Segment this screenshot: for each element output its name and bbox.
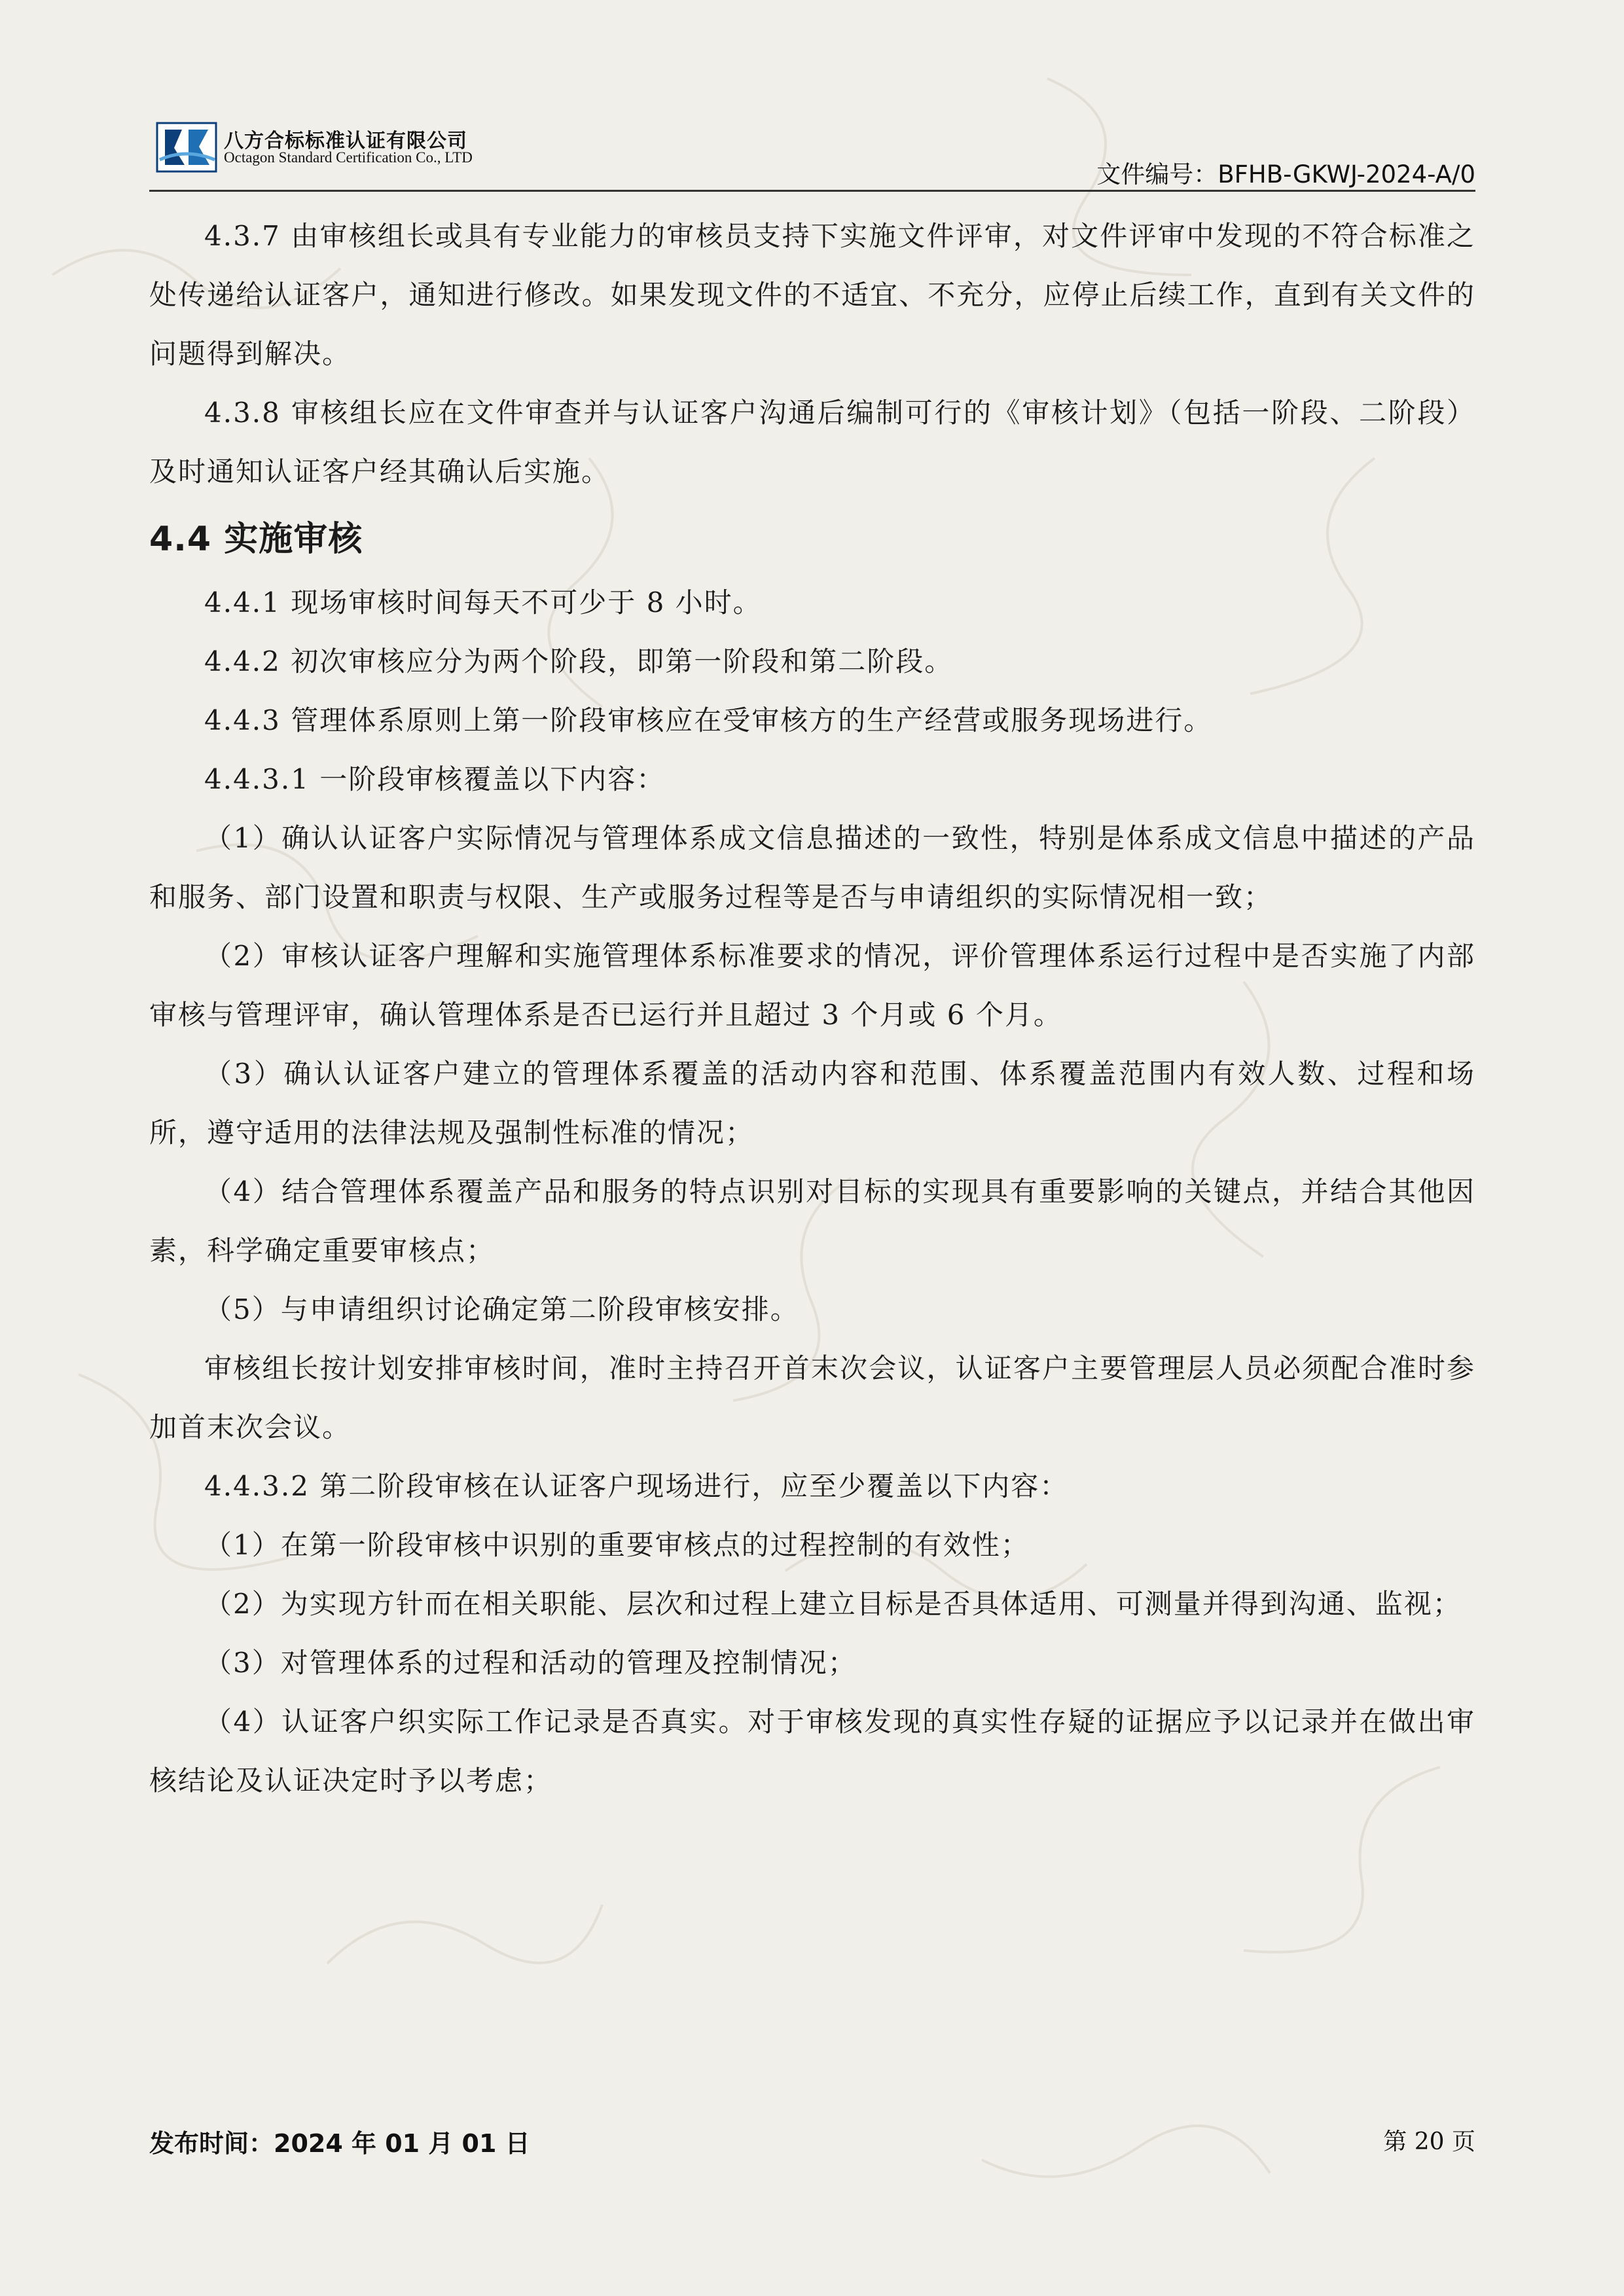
- logo-mark-icon: [156, 119, 217, 174]
- stage1-item-2: （2）审核认证客户理解和实施管理体系标准要求的情况，评价管理体系运行过程中是否实施了内部审核与管理评审，确认管理体系是否已运行并且超过 3 个月或 6 个月。: [149, 940, 1475, 1031]
- stage2-item-3: （3）对管理体系的过程和活动的管理及控制情况；: [204, 1647, 857, 1679]
- stage1-item-1: （1）确认认证客户实际情况与管理体系成文信息描述的一致性，特别是体系成文信息中描述的产品和服务、部门设置和职责与权限、生产或服务过程等是否与申请组织的实际情况相一致；: [149, 822, 1475, 913]
- paragraph-team-leader: 审核组长按计划安排审核时间，准时主持召开首末次会议，认证客户主要管理层人员必须配合准时参加首末次会议。: [149, 1352, 1475, 1443]
- section-heading-4-4: 4.4 实施审核: [149, 520, 363, 559]
- stage1-item-3: （3）确认认证客户建立的管理体系覆盖的活动内容和范围、体系覆盖范围内有效人数、过程和场所，遵守适用的法律法规及强制性标准的情况；: [149, 1058, 1475, 1149]
- document-body: [149, 207, 1475, 1810]
- stage1-item-4: （4）结合管理体系覆盖产品和服务的特点识别对目标的实现具有重要影响的关键点，并结合其他因素，科学确定重要审核点；: [149, 1175, 1475, 1266]
- paragraph-4-4-3: 4.4.3 管理体系原则上第一阶段审核应在受审核方的生产经营或服务现场进行。: [204, 704, 1213, 736]
- paragraph-4-4-3-2: 4.4.3.2 第二阶段审核在认证客户现场进行，应至少覆盖以下内容：: [204, 1470, 1069, 1502]
- stage2-item-4: （4）认证客户织实际工作记录是否真实。对于审核发现的真实性存疑的证据应予以记录并在做出审核结论及认证决定时予以考虑；: [149, 1706, 1475, 1797]
- paragraph-4-3-7: 4.3.7 由审核组长或具有专业能力的审核员支持下实施文件评审，对文件评审中发现的不符合标准之处传递给认证客户，通知进行修改。如果发现文件的不适宜、不充分，应停止后续工作，直到有关文件的问题得到解决。: [149, 220, 1475, 370]
- paragraph-4-3-8: 4.3.8 审核组长应在文件审查并与认证客户沟通后编制可行的《审核计划》（包括一阶段、二阶段）及时通知认证客户经其确认后实施。: [149, 397, 1475, 488]
- paragraph-4-4-2: 4.4.2 初次审核应分为两个阶段，即第一阶段和第二阶段。: [204, 645, 954, 677]
- stage1-item-5: （5）与申请组织讨论确定第二阶段审核安排。: [204, 1293, 799, 1325]
- stage2-item-2: （2）为实现方针而在相关职能、层次和过程上建立目标是否具体适用、可测量并得到沟通、监视；: [204, 1588, 1462, 1620]
- logo-english-name: Octagon Standard Certification Co., LTD: [224, 149, 473, 166]
- header-divider: [149, 190, 1475, 192]
- stage2-item-1: （1）在第一阶段审核中识别的重要审核点的过程控制的有效性；: [204, 1529, 1030, 1561]
- page-number: 第 20 页: [1383, 2128, 1475, 2155]
- paragraph-4-4-1: 4.4.1 现场审核时间每天不可少于 8 小时。: [204, 586, 762, 619]
- publish-date: 发布时间：2024 年 01 月 01 日: [149, 2129, 530, 2158]
- document-number: 文件编号：BFHB-GKWJ-2024-A/0: [1096, 160, 1475, 188]
- logo-chinese-name: 八方合标标准认证有限公司: [224, 130, 467, 152]
- paragraph-4-4-3-1: 4.4.3.1 一阶段审核覆盖以下内容：: [204, 763, 666, 795]
- company-logo: [156, 119, 653, 174]
- page-header: [149, 117, 1475, 188]
